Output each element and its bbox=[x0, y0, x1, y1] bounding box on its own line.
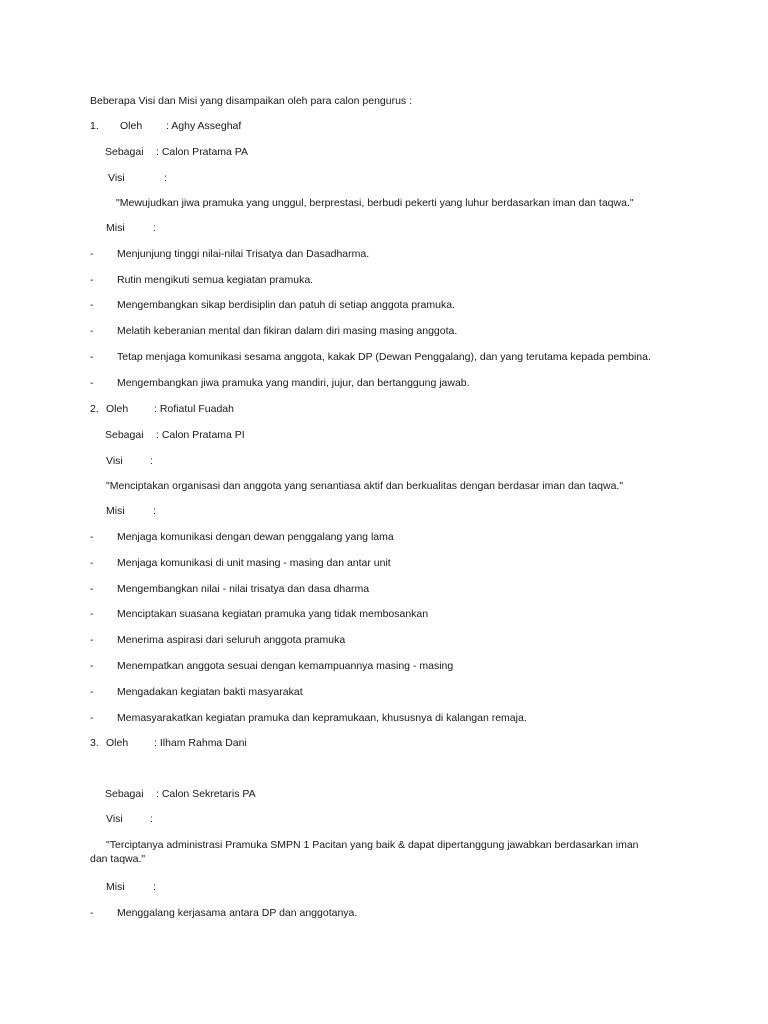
candidate-1-misi-item: Rutin mengikuti semua kegiatan pramuka. bbox=[117, 274, 314, 286]
candidate-2-misi-colon: : bbox=[153, 505, 156, 517]
bullet-dash: - bbox=[90, 351, 94, 363]
bullet-dash: - bbox=[90, 660, 94, 672]
candidate-1-misi-item: Melatih keberanian mental dan fikiran dalam diri masing masing anggota. bbox=[117, 325, 458, 337]
candidate-3-sebagai-label: Sebagai bbox=[105, 788, 144, 800]
bullet-dash: - bbox=[90, 299, 94, 311]
candidate-2-number: 2. bbox=[90, 403, 99, 415]
intro-text: Beberapa Visi dan Misi yang disampaikan oleh para calon pengurus : bbox=[90, 95, 413, 107]
candidate-2-visi-text: "Menciptakan organisasi dan anggota yang senantiasa aktif dan berkualitas dengan berdasar iman dan taqwa." bbox=[106, 480, 624, 492]
candidate-1-sebagai-label: Sebagai bbox=[105, 146, 144, 158]
bullet-dash: - bbox=[90, 634, 94, 646]
candidate-3-number: 3. bbox=[90, 737, 99, 749]
candidate-3-misi-item: Menggalang kerjasama antara DP dan anggotanya. bbox=[117, 907, 358, 919]
candidate-3-visi-text: "Terciptanya administrasi Pramuka SMPN 1 Pacitan yang baik & dapat dipertanggung jawabkan berdasarkan iman dan taqwa." bbox=[90, 839, 639, 865]
candidate-2-misi-item: Menciptakan suasana kegiatan pramuka yang tidak membosankan bbox=[117, 608, 429, 620]
bullet-dash: - bbox=[90, 608, 94, 620]
bullet-dash: - bbox=[90, 712, 94, 724]
candidate-2-misi-item: Menjaga komunikasi dengan dewan penggalang yang lama bbox=[117, 531, 394, 543]
candidate-2-visi-colon: : bbox=[150, 455, 153, 467]
candidate-2-misi-item: Mengadakan kegiatan bakti masyarakat bbox=[117, 686, 303, 698]
candidate-3-visi-colon: : bbox=[150, 813, 153, 825]
bullet-dash: - bbox=[90, 531, 94, 543]
candidate-1-visi-colon: : bbox=[164, 172, 167, 184]
candidate-3-misi-colon: : bbox=[153, 881, 156, 893]
candidate-2-name: : Rofiatul Fuadah bbox=[154, 403, 234, 415]
candidate-3-visi-label: Visi bbox=[106, 813, 123, 825]
candidate-2-misi-label: Misi bbox=[106, 505, 125, 517]
candidate-2-visi-label: Visi bbox=[106, 455, 123, 467]
bullet-dash: - bbox=[90, 325, 94, 337]
bullet-dash: - bbox=[90, 907, 94, 919]
candidate-3-misi-label: Misi bbox=[106, 881, 125, 893]
candidate-1-misi-item: Mengembangkan sikap berdisiplin dan patuh di setiap anggota pramuka. bbox=[117, 299, 455, 311]
candidate-1-visi-text: "Mewujudkan jiwa pramuka yang unggul, berprestasi, berbudi pekerti yang luhur berdasarkan iman dan taqwa." bbox=[116, 197, 634, 209]
bullet-dash: - bbox=[90, 557, 94, 569]
candidate-1-oleh-label: Oleh bbox=[120, 120, 143, 132]
candidate-2-oleh-label: Oleh bbox=[106, 403, 129, 415]
candidate-1-number: 1. bbox=[90, 120, 99, 132]
candidate-2-misi-item: Memasyarakatkan kegiatan pramuka dan kepramukaan, khususnya di kalangan remaja. bbox=[117, 712, 527, 724]
candidate-1-misi-colon: : bbox=[153, 222, 156, 234]
candidate-1-misi-item: Tetap menjaga komunikasi sesama anggota, kakak DP (Dewan Penggalang), dan yang terutama kepada pembina. bbox=[117, 351, 651, 363]
candidate-1-misi-item: Menjunjung tinggi nilai-nilai Trisatya dan Dasadharma. bbox=[117, 248, 370, 260]
bullet-dash: - bbox=[90, 583, 94, 595]
candidate-1-misi-item: Mengembangkan jiwa pramuka yang mandiri, jujur, dan bertanggung jawab. bbox=[117, 377, 470, 389]
candidate-3-oleh-label: Oleh bbox=[106, 737, 129, 749]
bullet-dash: - bbox=[90, 686, 94, 698]
bullet-dash: - bbox=[90, 274, 94, 286]
candidate-1-name: : Aghy Asseghaf bbox=[166, 120, 242, 132]
candidate-2-misi-item: Menempatkan anggota sesuai dengan kemampuannya masing - masing bbox=[117, 660, 454, 672]
bullet-dash: - bbox=[90, 377, 94, 389]
candidate-3-name: : Ilham Rahma Dani bbox=[154, 737, 247, 749]
candidate-3-role: : Calon Sekretaris PA bbox=[156, 788, 256, 800]
candidate-2-sebagai-label: Sebagai bbox=[105, 429, 144, 441]
candidate-2-role: : Calon Pratama PI bbox=[156, 429, 245, 441]
candidate-2-misi-item: Menerima aspirasi dari seluruh anggota pramuka bbox=[117, 634, 346, 646]
bullet-dash: - bbox=[90, 248, 94, 260]
candidate-1-role: : Calon Pratama PA bbox=[156, 146, 249, 158]
candidate-1-misi-label: Misi bbox=[106, 222, 125, 234]
candidate-2-misi-item: Menjaga komunikasi di unit masing - masing dan antar unit bbox=[117, 557, 391, 569]
candidate-1-visi-label: Visi bbox=[108, 172, 125, 184]
candidate-2-misi-item: Mengembangkan nilai - nilai trisatya dan dasa dharma bbox=[117, 583, 370, 595]
